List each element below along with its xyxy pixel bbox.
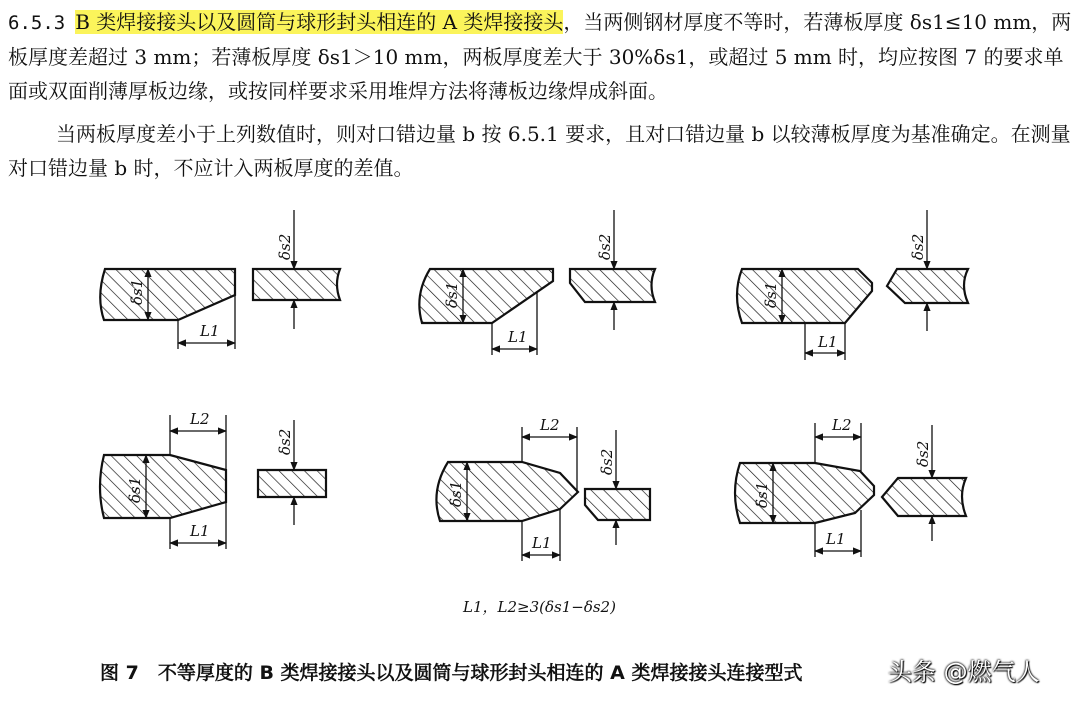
label-ds2-a: δs2	[276, 233, 294, 260]
label-L1-e: L1	[532, 534, 552, 552]
label-L2-f: L2	[832, 416, 852, 434]
label-ds2-f: δs2	[914, 440, 932, 467]
label-ds1-f: δs1	[753, 481, 771, 508]
label-ds1-b: δs1	[443, 281, 461, 308]
label-L1-f: L1	[826, 530, 846, 548]
label-L1-d: L1	[190, 522, 210, 540]
joint-diagram-a	[100, 210, 340, 349]
label-L1-a: L1	[200, 322, 220, 340]
joint-diagram-b	[419, 210, 655, 355]
highlighted-text: B 类焊接接头以及圆筒与球形封头相连的 A 类焊接接头	[75, 10, 564, 34]
figure-7-drawing	[0, 205, 1080, 595]
label-ds2-b: δs2	[596, 233, 614, 260]
figure-formula: L1，L2≥3(δs1−δs2)	[463, 598, 616, 616]
label-ds1-e: δs1	[447, 480, 465, 507]
figure-caption: 图 7 不等厚度的 B 类焊接接头以及圆筒与球形封头相连的 A 类焊接接头连接型式	[100, 662, 803, 684]
label-ds1-c: δs1	[762, 281, 780, 308]
paragraph-2: 当两板厚度差小于上列数值时，则对口错边量 b 按 6.5.1 要求，且对口错边量 b 以较薄板厚度为基准确定。在测量对口错边量 b 时，不应计入两板厚度的差值。	[8, 122, 1071, 180]
section-paragraph	[8, 5, 1074, 108]
label-ds2-d: δs2	[276, 428, 294, 455]
joint-diagram-d	[100, 410, 326, 549]
section-body-text: ，当两侧钢材厚度不等时，若薄板厚度 δs1≤10 mm，两板厚度差超过 3 mm；若薄板厚度 δs1＞10 mm，两板厚度差大于 30%δs1，或超过 5 mm 时，均应按图 7 的要求单面或双面削薄厚板边缘，或按同样要求采用堆焊方法将薄板边缘焊成斜面。	[8, 10, 1072, 103]
watermark: 头条 @燃气人	[888, 658, 1040, 686]
label-L1-c: L1	[818, 333, 838, 351]
label-ds1-a: δs1	[128, 278, 146, 305]
label-L2-d: L2	[190, 410, 210, 428]
label-ds2-c: δs2	[909, 233, 927, 260]
section-number: 6.5.3	[8, 12, 66, 34]
label-L1-b: L1	[508, 328, 528, 346]
label-ds2-e: δs2	[598, 448, 616, 475]
joint-diagram-e	[436, 416, 650, 561]
label-ds1-d: δs1	[126, 476, 144, 503]
joint-diagram-f	[735, 416, 966, 557]
joint-diagram-c	[737, 210, 968, 360]
label-L2-e: L2	[540, 416, 560, 434]
